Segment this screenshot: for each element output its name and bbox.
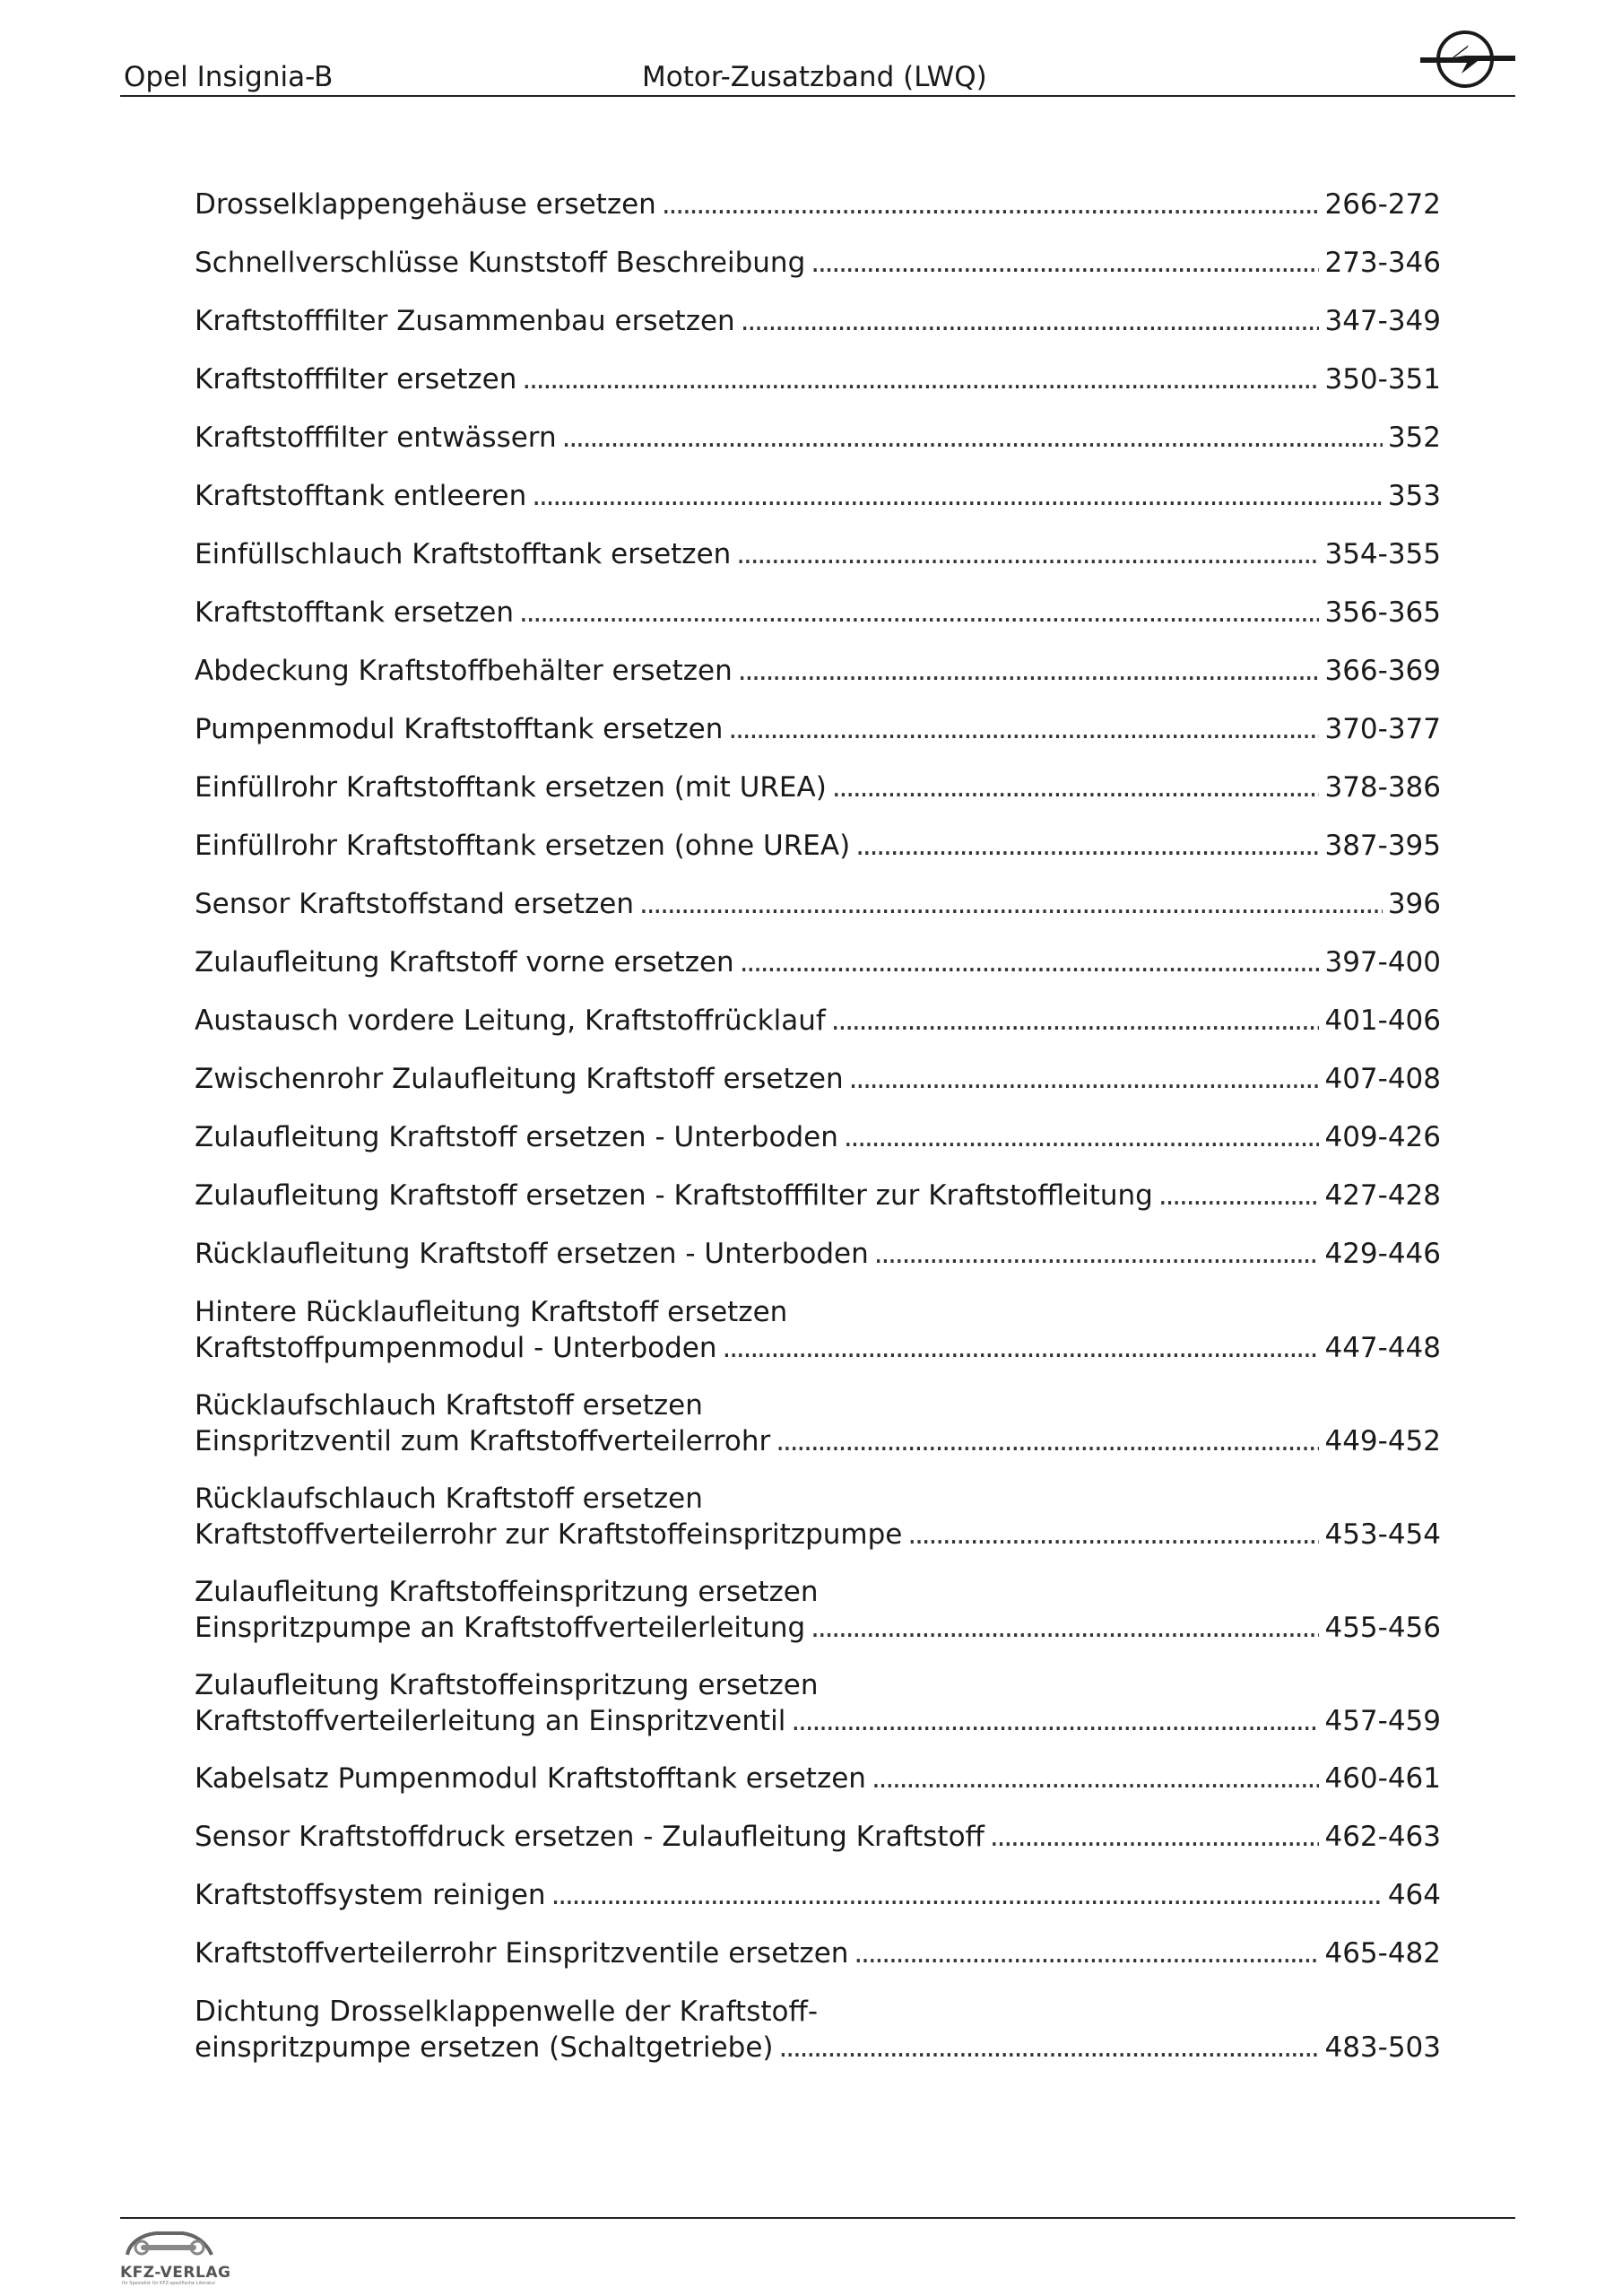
dot-leader	[728, 711, 1319, 747]
toc-entry-pages: 407-408	[1324, 1063, 1441, 1095]
dot-leader	[551, 1877, 1383, 1913]
toc-entry-pages: 455-456	[1324, 1612, 1441, 1644]
header-model: Opel Insignia-B	[124, 61, 334, 93]
dot-leader	[811, 1610, 1319, 1646]
toc-entry	[195, 1574, 1441, 1646]
dot-leader	[849, 1061, 1320, 1097]
dot-leader	[776, 1423, 1319, 1459]
toc-entry-title: Zulaufleitung Kraftstoff ersetzen - Kraftstofffilter zur Kraftstoffleitung	[195, 1179, 1153, 1212]
toc-entry-pages: 370-377	[1324, 713, 1441, 745]
toc-entry	[195, 1236, 1441, 1272]
toc-entry-title: Zulaufleitung Kraftstoff vorne ersetzen	[195, 946, 734, 978]
toc-entry-pages: 387-395	[1324, 830, 1441, 862]
dot-leader	[791, 1703, 1319, 1739]
header-volume-title: Motor-Zusatzband (LWQ)	[642, 61, 987, 93]
footer-brand: KFZ-VERLAG	[120, 2264, 231, 2282]
toc-entry-pages: 483-503	[1324, 2031, 1441, 2064]
dot-leader	[723, 1330, 1320, 1366]
toc-entry-title: Kraftstofftank ersetzen	[195, 596, 515, 629]
toc-entry	[195, 1819, 1441, 1855]
toc-entry-title: Kraftstofffilter Zusammenbau ersetzen	[195, 305, 735, 337]
toc-entry-pages: 396	[1387, 888, 1441, 920]
dot-leader	[736, 536, 1319, 572]
toc-entry-title-line1: Rücklaufschlauch Kraftstoff ersetzen	[195, 1389, 703, 1422]
toc-entry-title: Kraftstoffverteilerrohr Einspritzventile ersetzen	[195, 1937, 849, 1970]
toc-entry	[195, 1178, 1441, 1213]
dot-leader	[855, 828, 1319, 864]
toc-entry	[195, 1061, 1441, 1097]
toc-entry-title: Kraftstoffpumpenmodul - Unterboden	[195, 1332, 717, 1364]
toc-entry	[195, 361, 1441, 397]
toc-entry-title: Sensor Kraftstoffstand ersetzen	[195, 888, 635, 920]
toc-entry	[195, 187, 1441, 222]
toc-entry	[195, 420, 1441, 456]
toc-entry	[195, 828, 1441, 864]
footer-divider	[120, 2217, 1515, 2219]
toc-entry-title-line1: Zulaufleitung Kraftstoffeinspritzung ersetzen	[195, 1576, 819, 1608]
toc-entry-title: Kabelsatz Pumpenmodul Kraftstofftank ersetzen	[195, 1762, 866, 1795]
toc-entry	[195, 1761, 1441, 1796]
toc-entry-pages: 429-446	[1324, 1238, 1441, 1270]
dot-leader	[779, 2030, 1320, 2066]
toc-entry-title: einspritzpumpe ersetzen (Schaltgetriebe)	[195, 2031, 774, 2064]
toc-entry-pages: 378-386	[1324, 771, 1441, 804]
toc-entry-pages: 427-428	[1324, 1179, 1441, 1212]
toc-entry	[195, 886, 1441, 922]
toc-entry	[195, 1994, 1441, 2066]
dot-leader	[832, 770, 1320, 805]
toc-entry	[195, 1481, 1441, 1552]
toc-entry	[195, 1877, 1441, 1913]
toc-entry-pages: 460-461	[1324, 1762, 1441, 1795]
toc-entry-title: Kraftstoffsystem reinigen	[195, 1879, 546, 1911]
toc-entry	[195, 245, 1441, 281]
toc-entry-title-line1: Hintere Rücklaufleitung Kraftstoff ersetzen	[195, 1296, 788, 1328]
toc-entry-pages: 350-351	[1324, 363, 1441, 396]
toc-entry-title: Einspritzpumpe an Kraftstoffverteilerleitung	[195, 1612, 806, 1644]
toc-entry-title: Austausch vordere Leitung, Kraftstoffrücklauf	[195, 1004, 826, 1037]
toc-entry	[195, 478, 1441, 514]
table-of-contents	[195, 187, 1441, 2087]
toc-entry-title: Einspritzventil zum Kraftstoffverteilerrohr	[195, 1425, 771, 1457]
toc-entry-pages: 353	[1387, 480, 1441, 512]
toc-entry-pages: 464	[1387, 1879, 1441, 1911]
toc-entry-title-line1: Zulaufleitung Kraftstoffeinspritzung ersetzen	[195, 1669, 819, 1701]
toc-entry-title: Pumpenmodul Kraftstofftank ersetzen	[195, 713, 724, 745]
dot-leader	[562, 420, 1383, 456]
toc-entry	[195, 1667, 1441, 1739]
toc-entry-title-line1: Dichtung Drosselklappenwelle der Kraftstoff-	[195, 1996, 819, 2028]
toc-entry-title: Einfüllrohr Kraftstofftank ersetzen (mit UREA)	[195, 771, 827, 804]
toc-entry-title: Drosselklappengehäuse ersetzen	[195, 188, 656, 221]
toc-entry-pages: 366-369	[1324, 655, 1441, 687]
toc-entry-pages: 266-272	[1324, 188, 1441, 221]
toc-entry	[195, 1119, 1441, 1155]
toc-entry	[195, 1935, 1441, 1971]
toc-entry-pages: 401-406	[1324, 1004, 1441, 1037]
toc-entry-title: Kraftstoffverteilerrohr zur Kraftstoffeinspritzpumpe	[195, 1518, 903, 1551]
dot-leader	[532, 478, 1383, 514]
toc-entry-title: Rücklaufleitung Kraftstoff ersetzen - Unterboden	[195, 1238, 869, 1270]
dot-leader	[844, 1119, 1320, 1155]
car-wrench-icon	[120, 2224, 219, 2264]
toc-entry-title: Kraftstofffilter ersetzen	[195, 363, 517, 396]
toc-entry	[195, 944, 1441, 980]
toc-entry-title: Kraftstoffverteilerleitung an Einspritzventil	[195, 1705, 786, 1737]
dot-leader	[990, 1819, 1320, 1855]
dot-leader	[907, 1517, 1319, 1552]
toc-entry-title: Einfüllschlauch Kraftstofftank ersetzen	[195, 538, 732, 570]
dot-leader	[874, 1236, 1320, 1272]
toc-entry-pages: 465-482	[1324, 1937, 1441, 1970]
opel-logo-icon	[1418, 25, 1519, 93]
dot-leader	[522, 361, 1319, 397]
dot-leader	[639, 886, 1383, 922]
toc-entry	[195, 711, 1441, 747]
footer-logo	[120, 2224, 237, 2287]
toc-entry	[195, 303, 1441, 339]
toc-entry-pages: 453-454	[1324, 1518, 1441, 1551]
footer-tagline: Ihr Spezialist für KFZ-spezifische Literatur	[122, 2281, 216, 2286]
toc-entry	[195, 536, 1441, 572]
toc-entry-title: Zulaufleitung Kraftstoff ersetzen - Unterboden	[195, 1121, 838, 1153]
toc-entry	[195, 1294, 1441, 1366]
toc-entry-pages: 347-349	[1324, 305, 1441, 337]
dot-leader	[519, 595, 1319, 631]
toc-entry-pages: 356-365	[1324, 596, 1441, 629]
toc-entry-title: Kraftstofftank entleeren	[195, 480, 527, 512]
toc-entry	[195, 595, 1441, 631]
toc-entry-title: Abdeckung Kraftstoffbehälter ersetzen	[195, 655, 733, 687]
toc-entry-pages: 462-463	[1324, 1821, 1441, 1853]
toc-entry	[195, 1003, 1441, 1039]
toc-entry-pages: 352	[1387, 422, 1441, 454]
toc-entry	[195, 653, 1441, 689]
dot-leader	[854, 1935, 1319, 1971]
dot-leader	[662, 187, 1320, 222]
toc-entry-title: Sensor Kraftstoffdruck ersetzen - Zulaufleitung Kraftstoff	[195, 1821, 984, 1853]
toc-entry-pages: 354-355	[1324, 538, 1441, 570]
dot-leader	[831, 1003, 1320, 1039]
toc-entry-title: Zwischenrohr Zulaufleitung Kraftstoff ersetzen	[195, 1063, 844, 1095]
toc-entry	[195, 1387, 1441, 1459]
dot-leader	[1158, 1178, 1320, 1213]
page-header	[120, 54, 1515, 97]
toc-entry-pages: 457-459	[1324, 1705, 1441, 1737]
toc-entry-title: Einfüllrohr Kraftstofftank ersetzen (ohne UREA)	[195, 830, 851, 862]
dot-leader	[740, 944, 1320, 980]
toc-entry-pages: 447-448	[1324, 1332, 1441, 1364]
dot-leader	[738, 653, 1320, 689]
toc-entry-title: Schnellverschlüsse Kunststoff Beschreibung	[195, 247, 806, 279]
dot-leader	[811, 245, 1319, 281]
toc-entry	[195, 770, 1441, 805]
toc-entry-title-line1: Rücklaufschlauch Kraftstoff ersetzen	[195, 1483, 703, 1515]
toc-entry-pages: 397-400	[1324, 946, 1441, 978]
dot-leader	[872, 1761, 1320, 1796]
toc-entry-pages: 273-346	[1324, 247, 1441, 279]
toc-entry-pages: 409-426	[1324, 1121, 1441, 1153]
toc-entry-title: Kraftstofffilter entwässern	[195, 422, 557, 454]
toc-entry-pages: 449-452	[1324, 1425, 1441, 1457]
dot-leader	[741, 303, 1320, 339]
